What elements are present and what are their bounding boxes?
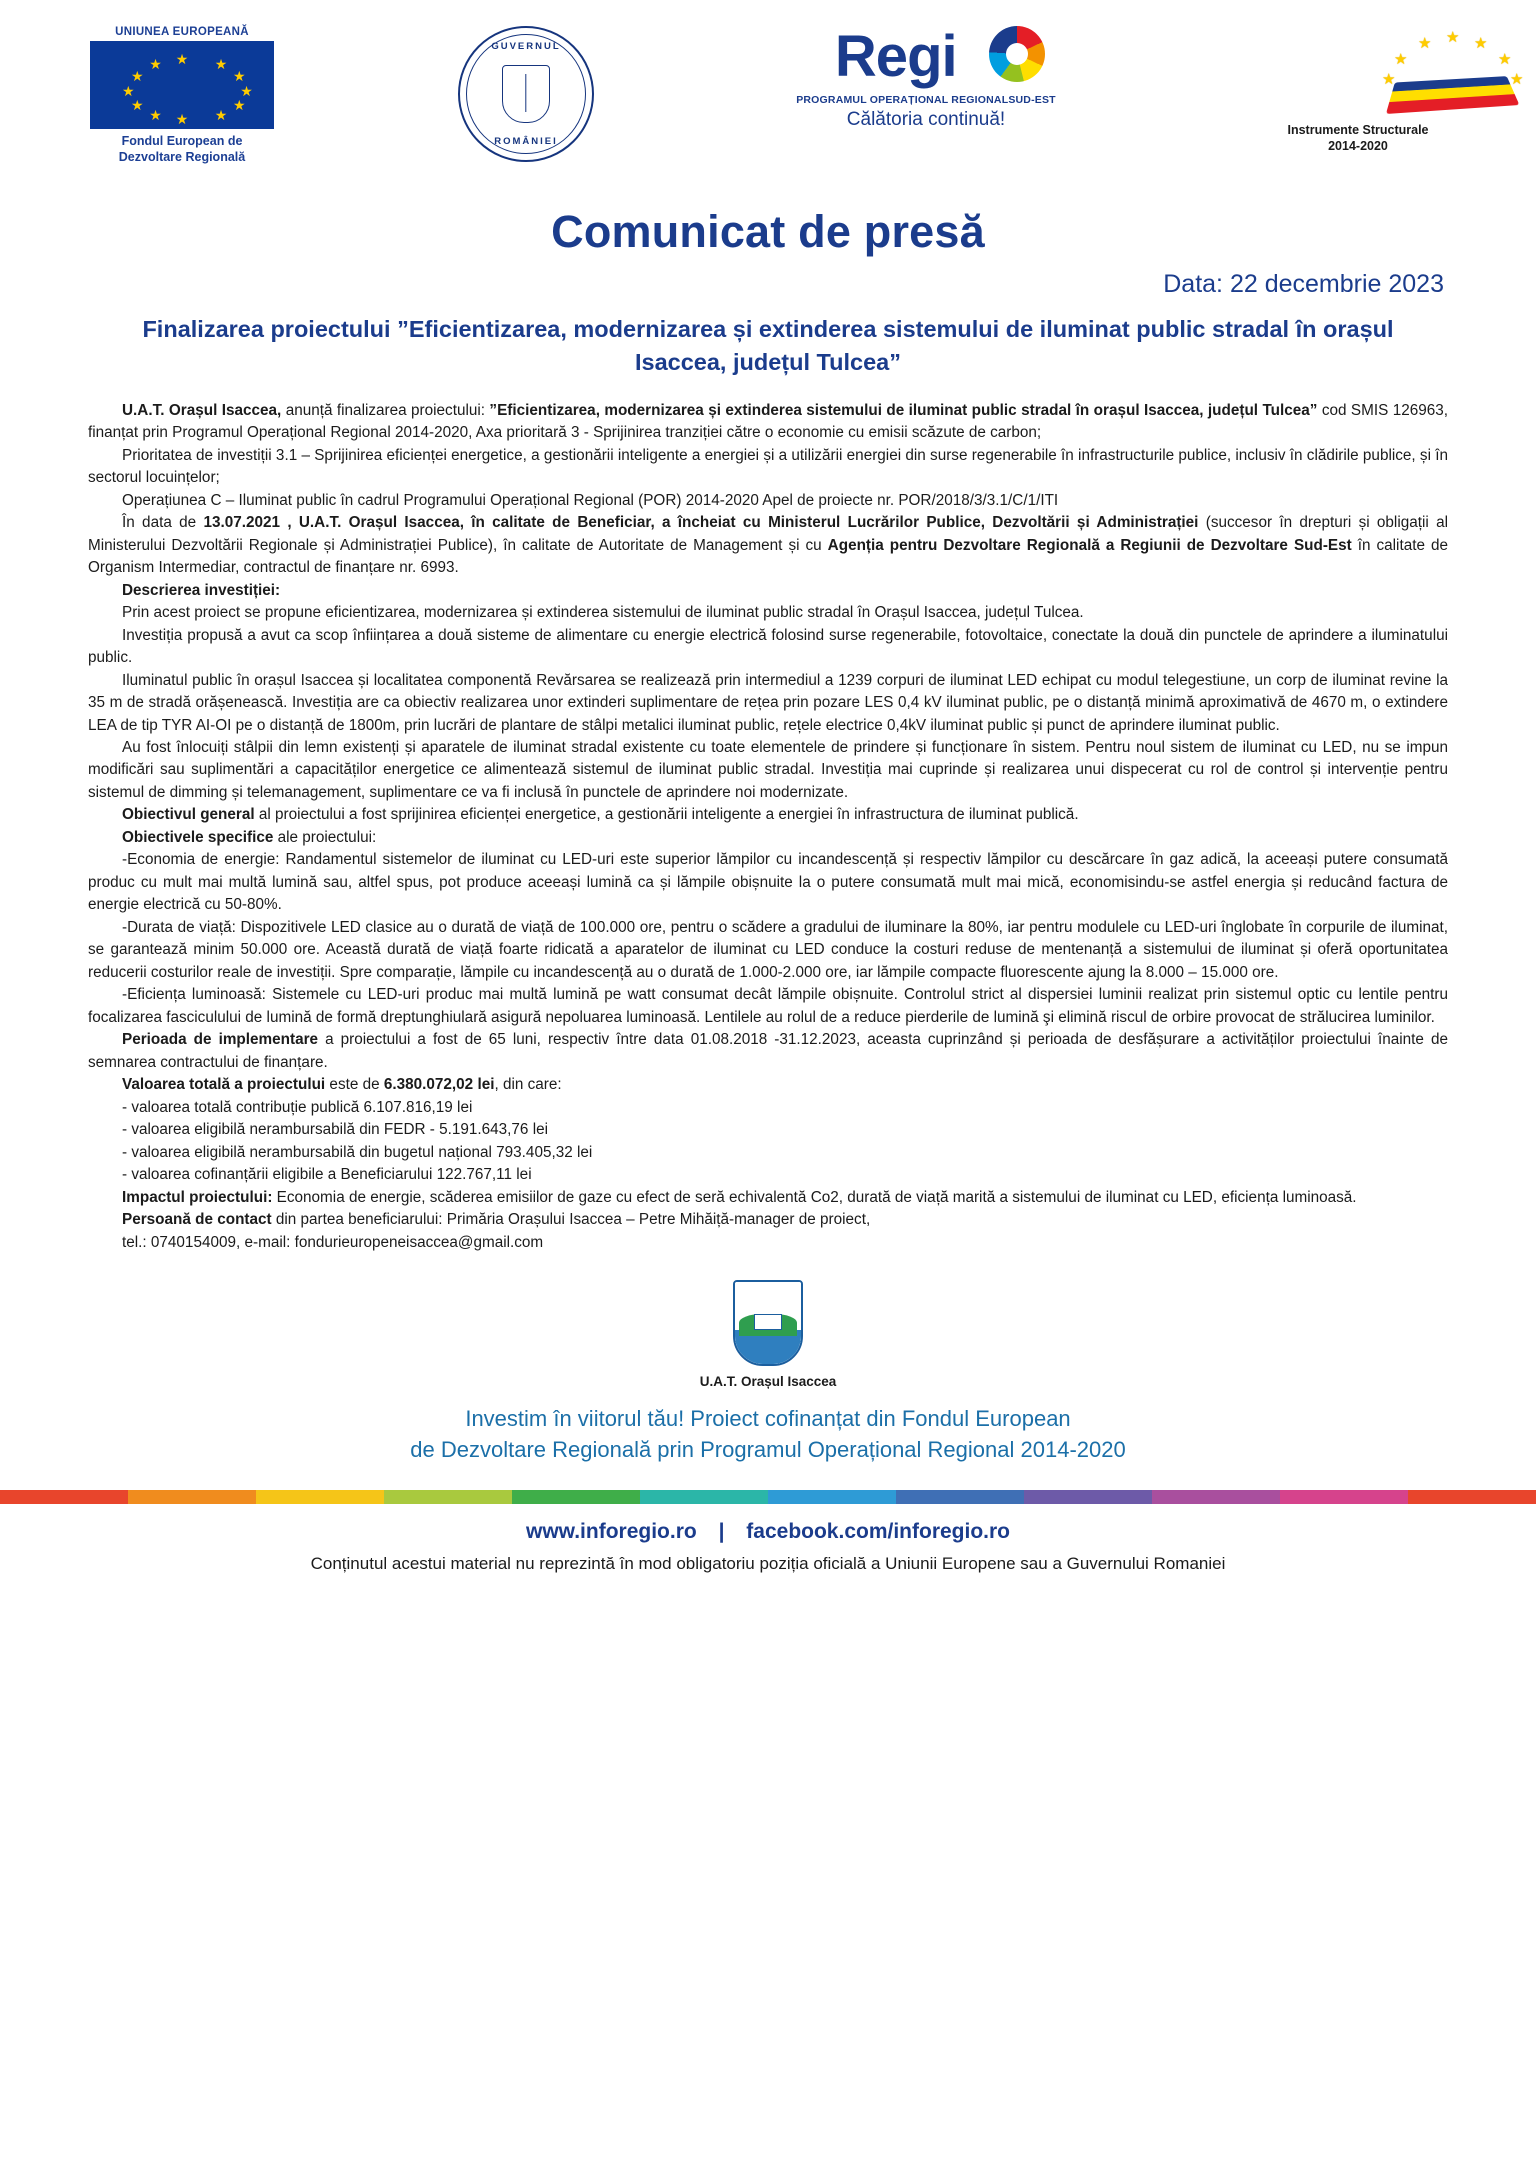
eu-logo-subtitle: Fondul European de Dezvoltare Regională <box>118 134 246 164</box>
color-bar <box>0 1490 1536 1504</box>
regio-logo <box>776 26 1076 131</box>
seal-crest-shape <box>502 65 550 123</box>
crest-caption: U.A.T. Orașul Isaccea <box>699 1374 837 1390</box>
paragraph-implementation-period: Perioada de implementare a proiectului a fost de 65 luni, respectiv între data 01.08.2018 -31.12.2023, aceasta cuprinzând și perioada de desfășurare a activităților proiectului înainte de semnarea contractului de finanțare. <box>88 1031 1448 1071</box>
list-item: - valoarea eligibilă nerambursabilă din bugetul național 793.405,32 lei <box>122 1143 593 1161</box>
link-separator: | <box>718 1519 725 1543</box>
paragraph-contract: În data de 13.07.2021 , U.A.T. Orașul Isaccea, în calitate de Beneficiar, a încheiat cu Ministerul Lucrărilor Publice, Dezvoltării și Administrației (succesor în drepturi și obligații al Ministerului Dezvoltării Regionale și Administrației Publice), în calitate de Autoritate de Management și cu Agenția pentru Dezvoltare Regională a Regiunii de Dezvoltare Sud-Est în calitate de Organism Intermediar, contractul de finanțare nr. 6993. <box>88 514 1448 577</box>
paragraph-total-value: Valoarea totală a proiectului este de 6.380.072,02 lei, din care: <box>122 1076 562 1094</box>
romania-flag-swoosh <box>1386 76 1520 114</box>
footer-links <box>0 1520 1536 1544</box>
paragraph-energy-saving: -Economia de energie: Randamentul sistemelor de iluminat cu LED-uri este superior lămpilor cu incandescență și respectiv lămpilor cu descărcare în gaz adică, la aceeași putere consumată produc cu mult mai multă lumină sau, altfel spus, pot produce aceeași lumină ca și lămpile obișnuite la o putere consumată mult mai mică, economisindu-se astfel energia și reducând factura de energie electrică cu 50-80%. <box>88 851 1448 914</box>
footer-disclaimer: Conținutul acestui material nu reprezintă în mod obligatoriu poziția oficială a Uniunii Europene sau a Guvernului Romaniei <box>310 1553 1226 1573</box>
seal-text-top: GUVERNUL <box>491 41 561 52</box>
document-date: Data: 22 decembrie 2023 <box>1163 270 1444 298</box>
eu-logo-title: UNIUNEA EUROPEANĂ <box>115 26 249 38</box>
paragraph-contact: Persoană de contact din partea beneficiarului: Primăria Orașului Isaccea – Petre Mihăiță-manager de proiect, <box>122 1211 871 1229</box>
seal-text-bottom: ROMÂNIEI <box>494 136 558 147</box>
project-title: Finalizarea proiectului ”Eficientizarea, modernizarea și extinderea sistemului de iluminat public stradal în orașul Isaccea, județul Tulcea” <box>142 316 1394 376</box>
paragraph-luminous-efficiency: -Eficiența luminoasă: Sistemele cu LED-uri produc mai multă lumină pe watt consumat decât lămpile obișnuite. Controlul strict al dispersiei luminii realizat prin sistemul optic cu lentile pentru focalizarea fasciculului de lumină de formă dreptunghiulară asigură nepoluarea luminoasă. Lentilele au rolul de a reduce pierderile de lumină şi elimină riscul de orbire provocat de strălucirea luminilor. <box>88 986 1448 1026</box>
heading-specific-objectives: Obiectivele specifice ale proiectului: <box>122 828 377 846</box>
paragraph-lifetime: -Durata de viață: Dispozitivele LED clasice au o durată de viață de 100.000 ore, pentru o scădere a gradului de iluminare la 80%, iar pentru modulele cu LED-uri înglobate în corpurile de iluminat, se garantează minim 50.000 ore. Această durată de viață foarte ridicată a aparatelor de iluminat cu LED conduce la costuri reduse de mentenanță a sistemului de iluminat și oferă oportunitatea reducerii costurilor reale de investiții. Spre comparație, lămpile cu incandescență au o durată de 1.000-2.000 ore, iar lămpile compacte fluorescente ajung la 8.000 – 15.000 ore. <box>88 918 1448 981</box>
paragraph-operation: Operațiunea C – Iluminat public în cadrul Programului Operațional Regional (POR) 2014-2020 Apel de proiecte nr. POR/2018/3/3.1/C/1/ITI <box>122 491 1059 509</box>
isaccea-town-crest-icon <box>733 1280 803 1366</box>
paragraph-description-1: Prin acest proiect se propune eficientizarea, modernizarea și extinderea sistemului de iluminat public stradal în Orașul Isaccea, județul Tulcea. <box>122 604 1084 622</box>
paragraph-priority: Prioritatea de investiții 3.1 – Sprijinirea eficienței energetice, a gestionării inteligente a energiei și a utilizării energiei din surse regenerabile în infrastructurile publice, inclusiv în clădirile publice, și în sectorul locuințelor; <box>88 446 1448 487</box>
regio-logo-icon <box>961 26 1017 82</box>
regio-wordmark-row <box>834 24 1017 89</box>
eu-logo <box>88 26 276 165</box>
paragraph-general-objective: Obiectivul general al proiectului a fost sprijinirea eficienței energetice, a gestionării inteligente a energiei în infrastructura de iluminat publică. <box>122 806 1079 824</box>
paragraph-contact-details: tel.: 0740154009, e-mail: fondurieuropeneisaccea@gmail.com <box>122 1233 544 1251</box>
heading-description: Descrierea investiției: <box>122 581 281 599</box>
document-body <box>88 400 1448 1254</box>
paragraph-impact: Impactul proiectului: Economia de energie, scăderea emisiilor de gaze cu efect de seră echivalentă Co2, durată de viață marită a sistemului de iluminat cu LED, eficiența luminoasă. <box>122 1188 1357 1206</box>
page-title: Comunicat de presă <box>551 206 985 257</box>
inforegio-facebook-link[interactable]: facebook.com/inforegio.ro <box>746 1519 1010 1543</box>
regio-tagline: Călătoria continuă! <box>846 109 1006 130</box>
eu-flag-icon: ★ ★ ★ ★ ★ ★ ★ ★ ★ ★ ★ ★ <box>90 41 274 129</box>
paragraph-description-2: Investiția propusă a avut ca scop înființarea a două sisteme de alimentare cu energie electrică folosind surse regenerabile, fotovoltaice, conectate la două din punctele de aprindere a iluminatului public. <box>88 626 1448 667</box>
regio-wordmark: Regi <box>834 24 957 89</box>
structural-instruments-caption: Instrumente Structurale 2014-2020 <box>1287 123 1429 154</box>
paragraph-intro: U.A.T. Orașul Isaccea, anunță finalizarea proiectului: ”Eficientizarea, modernizarea și extinderea sistemului de iluminat public stradal în orașul Isaccea, județul Tulcea” cod SMIS 126963, finanțat prin Programul Operațional Regional 2014-2020, Axa prioritară 3 - Sprijinirea tranziției către o economie cu emisii scăzute de carbon; <box>88 401 1449 442</box>
inforegio-website-link[interactable]: www.inforegio.ro <box>526 1519 697 1543</box>
list-item: - valoarea cofinanțării eligibile a Beneficiarului 122.767,11 lei <box>122 1166 532 1184</box>
paragraph-description-3: Iluminatul public în orașul Isaccea și localitatea componentă Revărsarea se realizează prin intermediul a 1239 corpuri de iluminat LED echipat cu modul telegestiune, un corp de iluminat revine la 35 m de stradă orășenească. Investiția are ca obiectiv realizarea unor extinderi suplimentare de rețea prin pozare LES 0,4 kV iluminat public, pe o distanță minimă aproximativă de 4670 m, o extindere LEA de tip TYR AI-OI pe o distanță de 1800m, prin lucrări de plantare de stâlpi metalici iluminat public, rețele electrice 0,4kV iluminat public și punct de aprindere iluminat public. <box>88 671 1448 734</box>
list-item: - valoarea eligibilă nerambursabilă din FEDR - 5.191.643,76 lei <box>122 1121 548 1139</box>
list-item: - valoarea totală contribuție publică 6.107.816,19 lei <box>122 1098 473 1116</box>
paragraph-description-4: Au fost înlocuiți stâlpii din lemn existenți și aparatele de iluminat stradal existente cu toate elementele de prindere și funcționare în sistem. Pentru noul sistem de iluminat cu LED, nu se impun modificări sau suplimentări a capacităților energetice ce alimentează sistemul de iluminat public stradal. Investiția mai cuprinde și realizarea unui dispecerat cu rol de control și intervenție pentru sistemul de dimming și telemanagement, suplimentare ce va fi inclusă în punctele de aprindere noi modernizate. <box>88 738 1448 801</box>
logo-strip <box>0 0 1536 200</box>
footer-slogan: Investim în viitorul tău! Proiect cofinanțat din Fondul European de Dezvoltare Regională prin Programul Operațional Regional 2014-2020 <box>410 1406 1126 1463</box>
structural-instruments-logo: ★ ★ ★ ★ ★ ★ ★ Instrumente Structurale 2014-2020 <box>1287 29 1524 154</box>
romanian-government-seal-icon <box>458 26 594 162</box>
town-crest-block <box>0 1280 1536 1389</box>
government-logo <box>458 26 594 162</box>
regio-subtitle: PROGRAMUL OPERAȚIONAL REGIONAL SUD-EST <box>796 94 1056 106</box>
